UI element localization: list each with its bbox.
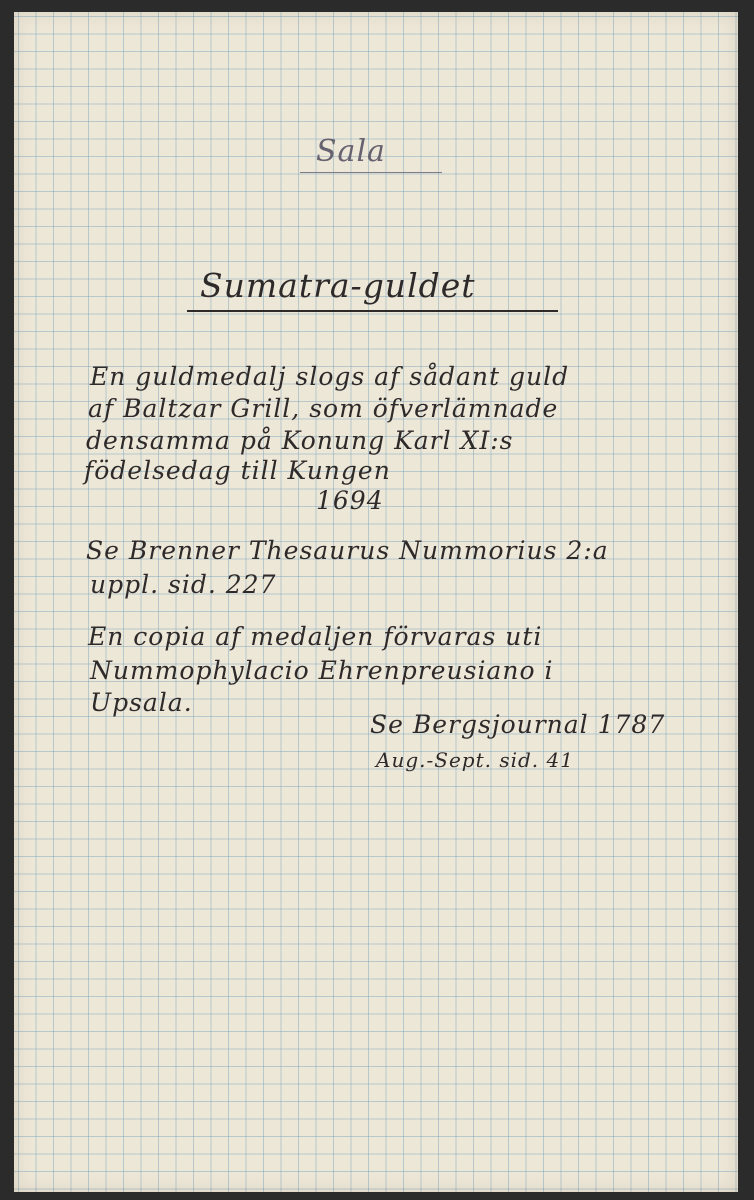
paragraph1-line3: densamma på Konung Karl XI:s	[86, 426, 514, 455]
paragraph3-line2: Nummophylacio Ehrenpreusiano i	[90, 656, 554, 685]
header-underline	[300, 172, 442, 173]
page-title: Sumatra-guldet	[200, 266, 476, 305]
paragraph2-line1: Se Brenner Thesaurus Nummorius 2:a	[86, 536, 609, 565]
paragraph1-line4: födelsedag till Kungen	[84, 456, 391, 485]
paragraph1-line1: En guldmedalj slogs af sådant guld	[90, 362, 570, 391]
reference-line2: Aug.-Sept. sid. 41	[376, 748, 574, 772]
paragraph1-year: 1694	[316, 486, 384, 515]
notebook-page	[14, 12, 738, 1192]
header-place: Sala	[316, 134, 386, 169]
paragraph2-line2: uppl. sid. 227	[90, 570, 277, 599]
paragraph3-line1: En copia af medaljen förvaras uti	[88, 622, 543, 651]
reference-line1: Se Bergsjournal 1787	[370, 710, 666, 739]
paragraph3-line3: Upsala.	[90, 688, 193, 717]
paragraph1-line2: af Baltzar Grill, som öfverlämnade	[88, 394, 559, 423]
title-underline	[187, 310, 558, 312]
